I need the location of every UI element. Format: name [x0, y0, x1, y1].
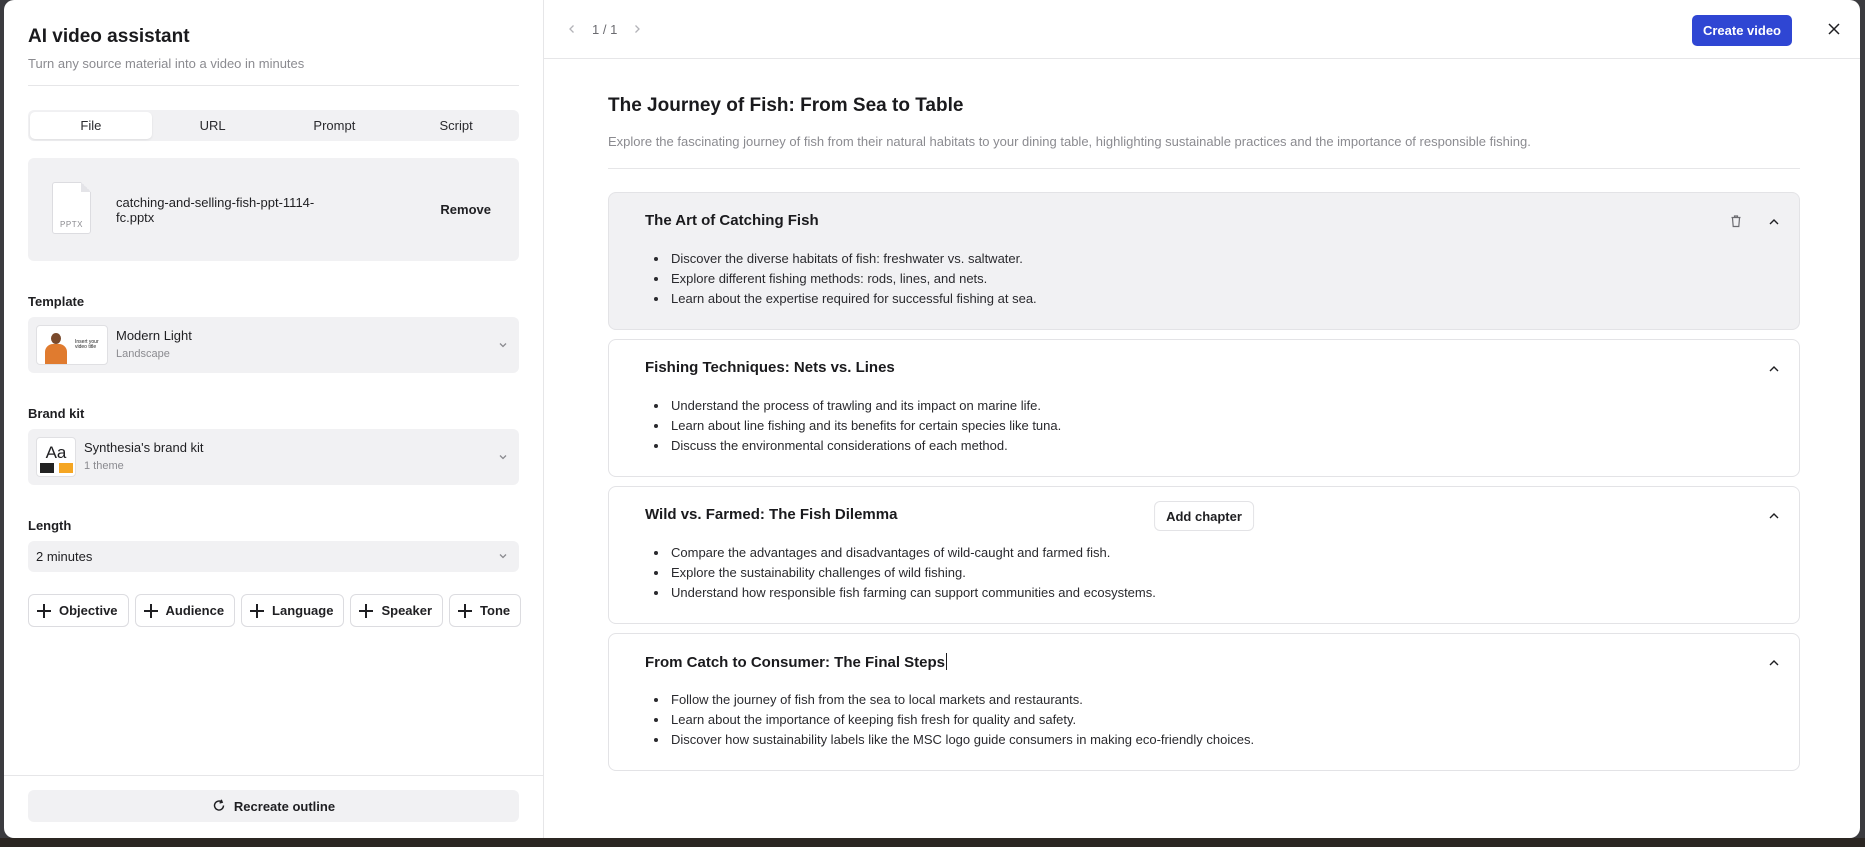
brand-swatch-orange — [59, 463, 73, 473]
chevron-down-icon — [497, 550, 509, 562]
chapter-bullet[interactable]: • Discover how sustainability labels like the MSC logo guide consumers in making eco-friendly choices. — [669, 730, 1254, 750]
chapter-bullet[interactable]: • Understand the process of trawling and its impact on marine life. — [669, 396, 1061, 416]
chapter-title[interactable]: From Catch to Consumer: The Final Steps — [645, 654, 946, 671]
chevron-left-icon — [567, 24, 577, 34]
chapter-bullet[interactable]: • Learn about the importance of keeping fish fresh for quality and safety. — [669, 710, 1254, 730]
brand-kit-themes: 1 theme — [84, 460, 124, 472]
template-thumbnail — [36, 325, 108, 365]
chapter-title[interactable]: Wild vs. Farmed: The Fish Dilemma — [645, 506, 898, 523]
plus-icon — [37, 604, 51, 618]
add-objective-button[interactable] — [28, 594, 129, 627]
chapter-bullets — [669, 690, 1254, 750]
chapter-bullet[interactable]: • Explore different fishing methods: rods, lines, and nets. — [669, 269, 1037, 289]
chapter-card[interactable] — [608, 192, 1800, 330]
uploaded-file-card — [28, 158, 519, 261]
chevron-down-icon — [497, 339, 509, 351]
tab-url[interactable]: URL — [199, 118, 226, 133]
outline-pager — [564, 21, 645, 37]
refresh-icon — [212, 799, 226, 813]
left-panel-footer — [4, 775, 543, 838]
chip-label: Language — [272, 603, 334, 618]
brand-kit-select[interactable] — [28, 429, 519, 485]
next-page-button[interactable] — [629, 21, 645, 37]
chapter-title[interactable]: Fishing Techniques: Nets vs. Lines — [645, 359, 895, 376]
tab-script[interactable]: Script — [439, 118, 473, 133]
chevron-up-icon[interactable] — [1767, 509, 1781, 523]
backdrop-bottom — [0, 838, 1865, 847]
chapter-bullet[interactable]: • Discuss the environmental considerations of each method. — [669, 436, 1061, 456]
trash-icon[interactable] — [1729, 214, 1743, 228]
add-chapter-button[interactable]: Add chapter — [1154, 501, 1254, 531]
chapter-bullet[interactable]: • Learn about the expertise required for successful fishing at sea. — [669, 289, 1037, 309]
chapter-bullets — [669, 543, 1156, 603]
chevron-up-icon[interactable] — [1767, 362, 1781, 376]
panel-subtitle: Turn any source material into a video in minutes — [28, 56, 305, 71]
recreate-outline-label: Recreate outline — [233, 798, 336, 814]
chapter-card[interactable] — [608, 339, 1800, 477]
video-description[interactable]: Explore the fascinating journey of fish from their natural habitats to your dining table, highlighting sustainable practices and the importance of responsible fishing. — [608, 134, 1800, 169]
previous-page-button[interactable] — [564, 21, 580, 37]
brand-kit-label: Brand kit — [28, 406, 85, 421]
add-language-button[interactable] — [241, 594, 344, 627]
ai-video-assistant-modal — [4, 0, 1860, 838]
length-select[interactable] — [28, 541, 519, 572]
close-icon[interactable] — [1826, 21, 1842, 37]
template-orientation: Landscape — [116, 348, 170, 360]
add-speaker-button[interactable] — [350, 594, 443, 627]
chip-label: Audience — [165, 603, 225, 618]
length-value: 2 minutes — [36, 549, 93, 564]
brand-font-glyph: Aa — [45, 443, 67, 462]
plus-icon — [359, 604, 373, 618]
video-title[interactable]: The Journey of Fish: From Sea to Table — [608, 95, 964, 116]
plus-icon — [144, 604, 158, 618]
brand-kit-thumbnail — [36, 437, 76, 477]
template-select[interactable] — [28, 317, 519, 373]
chip-label: Speaker — [381, 603, 433, 618]
thumbnail-text: Insert your video title — [75, 339, 99, 350]
brand-kit-name: Synthesia's brand kit — [84, 440, 204, 455]
chapter-bullet[interactable]: • Understand how responsible fish farming can support communities and ecosystems. — [669, 583, 1156, 603]
length-label: Length — [28, 518, 72, 533]
tab-file[interactable]: File — [30, 112, 152, 139]
brand-swatch-dark — [40, 463, 54, 473]
chevron-right-icon — [632, 24, 642, 34]
create-video-button[interactable]: Create video — [1692, 15, 1792, 46]
presenter-image — [43, 331, 69, 365]
chip-label: Objective — [59, 603, 118, 618]
chapter-bullet[interactable]: • Compare the advantages and disadvantages of wild-caught and farmed fish. — [669, 543, 1156, 563]
add-audience-button[interactable] — [135, 594, 236, 627]
outline-toolbar — [544, 0, 1860, 59]
left-panel — [4, 0, 544, 838]
option-chips — [28, 594, 519, 627]
file-name: catching-and-selling-fish-ppt-1114-fc.pptx — [116, 195, 315, 225]
template-label: Template — [28, 294, 85, 309]
page-count: 1 / 1 — [592, 21, 618, 37]
panel-title: AI video assistant — [28, 26, 190, 47]
remove-file-button[interactable]: Remove — [440, 202, 491, 217]
chevron-up-icon[interactable] — [1767, 656, 1781, 670]
chapter-bullet[interactable]: • Discover the diverse habitats of fish: freshwater vs. saltwater. — [669, 249, 1037, 269]
panel-header — [28, 0, 519, 86]
chapter-title[interactable]: The Art of Catching Fish — [645, 212, 819, 229]
template-name: Modern Light — [116, 328, 192, 343]
chip-label: Tone — [480, 603, 511, 618]
tab-prompt[interactable]: Prompt — [313, 118, 356, 133]
chevron-up-icon[interactable] — [1767, 215, 1781, 229]
source-tabs — [28, 110, 519, 141]
add-tone-button[interactable] — [449, 594, 521, 627]
chevron-down-icon — [497, 451, 509, 463]
outline-content — [544, 59, 1860, 771]
file-type-label: PPTX — [60, 220, 83, 229]
chapter-bullet[interactable]: • Follow the journey of fish from the sea to local markets and restaurants. — [669, 690, 1254, 710]
recreate-outline-button[interactable] — [28, 790, 519, 822]
plus-icon — [458, 604, 472, 618]
outline-panel — [544, 0, 1860, 838]
chapter-bullets — [669, 249, 1037, 309]
chapter-bullets — [669, 396, 1061, 456]
file-document-icon — [52, 182, 91, 234]
chapter-bullet[interactable]: • Explore the sustainability challenges of wild fishing. — [669, 563, 1156, 583]
chapter-card[interactable] — [608, 633, 1800, 771]
chapter-bullet[interactable]: • Learn about line fishing and its benefits for certain species like tuna. — [669, 416, 1061, 436]
plus-icon — [250, 604, 264, 618]
chapter-list — [608, 192, 1800, 771]
